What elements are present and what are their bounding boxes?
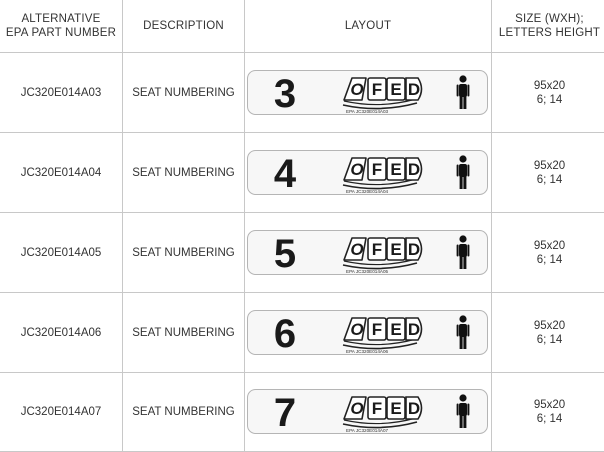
- header-layout: LAYOUT: [245, 0, 492, 53]
- letters-height: 6; 14: [536, 173, 563, 186]
- seat-number: 5: [273, 231, 297, 276]
- seat-letter: D: [407, 79, 421, 99]
- size-cell: [492, 133, 604, 213]
- seat-letter: E: [390, 79, 402, 99]
- epa-part-label: EPA JC320E014A03: [346, 108, 389, 114]
- part-number-cell: JC320E014A07: [0, 373, 123, 452]
- seat-letter: E: [390, 159, 402, 179]
- epa-part-label: EPA JC320E014A07: [346, 428, 389, 433]
- part-number-cell: JC320E014A06: [0, 293, 123, 373]
- layout-cell: [245, 53, 492, 133]
- layout-cell: [245, 133, 492, 213]
- seat-letter: O: [350, 79, 364, 99]
- seat-letter: D: [407, 399, 421, 418]
- header-row: [0, 0, 604, 53]
- header-part-number-line1: ALTERNATIVE: [21, 13, 101, 25]
- seat-letter: O: [350, 319, 364, 339]
- seat-letter: D: [407, 159, 421, 179]
- size-dimensions: 95x20: [533, 79, 566, 92]
- header-size-line2: LETTERS HEIGHT: [498, 27, 601, 39]
- part-number-cell: JC320E014A04: [0, 133, 123, 213]
- size-dimensions: 95x20: [533, 399, 566, 411]
- seat-number: 7: [273, 391, 297, 435]
- seat-letter: E: [390, 319, 402, 339]
- table-row: [0, 213, 604, 293]
- table-row: [0, 133, 604, 213]
- description-cell: SEAT NUMBERING: [123, 293, 245, 373]
- table-row: [0, 293, 604, 373]
- header-description: DESCRIPTION: [123, 0, 245, 53]
- seat-letter: F: [371, 399, 383, 418]
- part-number-cell: JC320E014A05: [0, 213, 123, 293]
- seat-number: 3: [273, 71, 297, 116]
- description-cell: SEAT NUMBERING: [123, 373, 245, 452]
- layout-cell: [245, 373, 492, 452]
- seat-letter: F: [371, 79, 383, 99]
- seat-sign: [246, 309, 490, 357]
- part-number-cell: JC320E014A03: [0, 53, 123, 133]
- seat-letter: O: [350, 159, 364, 179]
- seat-letter: F: [371, 239, 383, 259]
- seat-letter: E: [390, 239, 402, 259]
- size-cell: [492, 373, 604, 452]
- size-cell: [492, 213, 604, 293]
- seat-letter: O: [350, 239, 364, 259]
- header-part-number-line2: EPA PART NUMBER: [5, 27, 117, 39]
- letters-height: 6; 14: [536, 253, 563, 266]
- table-row: [0, 53, 604, 133]
- size-cell: [492, 53, 604, 133]
- seat-sign: [246, 69, 490, 117]
- seat-sign: [246, 149, 490, 197]
- seat-letter: D: [407, 239, 421, 259]
- size-dimensions: 95x20: [533, 159, 566, 172]
- header-size: [492, 0, 604, 53]
- epa-part-label: EPA JC320E014A04: [346, 188, 389, 194]
- seat-letter: D: [407, 319, 421, 339]
- epa-part-label: EPA JC320E014A05: [346, 268, 389, 274]
- description-cell: SEAT NUMBERING: [123, 53, 245, 133]
- layout-cell: [245, 293, 492, 373]
- size-dimensions: 95x20: [533, 319, 566, 332]
- letters-height: 6; 14: [536, 333, 563, 346]
- layout-cell: [245, 213, 492, 293]
- seat-number: 6: [273, 311, 297, 356]
- seat-letter: F: [371, 319, 383, 339]
- seat-letter: O: [350, 399, 364, 418]
- description-cell: SEAT NUMBERING: [123, 213, 245, 293]
- epa-part-label: EPA JC320E014A06: [346, 348, 389, 354]
- letters-height: 6; 14: [536, 93, 563, 106]
- letters-height: 6; 14: [536, 413, 563, 425]
- header-size-line1: SIZE (WXH);: [515, 13, 584, 25]
- seat-letter: F: [371, 159, 383, 179]
- size-dimensions: 95x20: [533, 239, 566, 252]
- seat-number: 4: [273, 151, 297, 196]
- seat-sign: [246, 229, 490, 277]
- seat-sign: [246, 388, 490, 436]
- table-row: [0, 373, 604, 452]
- seat-letter: E: [390, 399, 402, 418]
- header-part-number: [0, 0, 123, 53]
- size-cell: [492, 293, 604, 373]
- description-cell: SEAT NUMBERING: [123, 133, 245, 213]
